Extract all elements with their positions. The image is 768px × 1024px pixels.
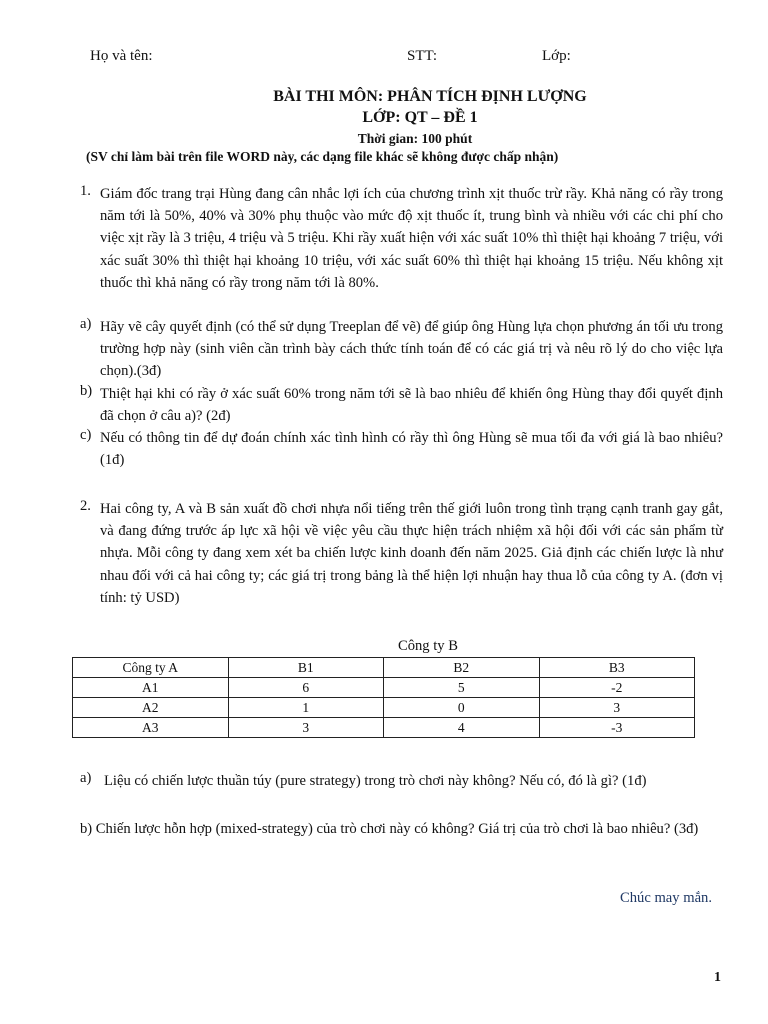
table-row [73, 718, 695, 738]
q1a-label: a) [80, 316, 92, 332]
table-row [73, 678, 695, 698]
q1b-text: Thiệt hại khi có rầy ở xác suất 60% trong năm tới sẽ là bao nhiêu để khiến ông Hùng thay đổi quyết định đã chọn ở câu a)? (2đ) [100, 386, 723, 425]
q1-text: Giám đốc trang trại Hùng đang cân nhắc lợi ích của chương trình xịt thuốc trừ rầy. Khả năng có rầy trong năm tới là 50%, 40% và 30% phụ thuộc vào mức độ xịt thuốc ít, trung bình và nhiều với các chi phí cho việc xịt rầy là 3 triệu, 4 triệu và 5 triệu. Khi rầy xuất hiện với xác suất 10% thì thiệt hại khoảng 7 triệu, với xác suất 30% thì thiệt hại khoảng 10 triệu, với xác suất 60% thì thiệt hại khoảng 15 triệu. Nếu không xịt thuốc thì khả năng có rầy trong năm tới là 80%. [100, 186, 723, 291]
table-header-cell: B2 [384, 658, 540, 678]
table-header-row [73, 658, 695, 678]
exam-class: LỚP: QT – ĐỀ 1 [362, 109, 478, 126]
table-caption: Công ty B [397, 638, 458, 654]
q1b-label: b) [80, 383, 93, 399]
table-cell: 4 [384, 718, 540, 738]
table-cell: 1 [228, 698, 384, 718]
table-row [73, 698, 695, 718]
class-label: Lớp: [542, 48, 571, 64]
table-header-cell: Công ty A [73, 658, 229, 678]
q2-text: Hai công ty, A và B sản xuất đồ chơi nhựa nổi tiếng trên thế giới luôn trong tình trạng cạnh tranh gay gắt, và đang đứng trước áp lực xã hội về việc yêu cầu thực hiện trách nhiệm xã hội đối với các sản phẩm từ nhựa. Mỗi công ty đang xem xét ba chiến lược kinh doanh đến năm 2025. Giả định các chiến lược là như nhau đối với cả hai công ty; các giá trị trong bảng là thể hiện lợi nhuận hay thua lỗ của công ty A. (đơn vị tính: tỷ USD) [100, 501, 723, 606]
q2a-text: Liệu có chiến lược thuần túy (pure strategy) trong trò chơi này không? Nếu có, đó là gì? (1đ) [104, 773, 647, 789]
name-label: Họ và tên: [90, 48, 153, 64]
payoff-table [72, 657, 695, 738]
page-number: 1 [714, 970, 721, 985]
table-cell: -3 [539, 718, 695, 738]
q2-number: 2. [80, 498, 91, 514]
q1c-label: c) [80, 427, 92, 443]
stt-label: STT: [407, 48, 438, 64]
exam-title: BÀI THI MÔN: PHÂN TÍCH ĐỊNH LƯỢNG [273, 88, 587, 105]
table-cell: A3 [73, 718, 229, 738]
exam-time: Thời gian: 100 phút [357, 131, 473, 146]
table-cell: 6 [228, 678, 384, 698]
q1a-text: Hãy vẽ cây quyết định (có thể sử dụng Treeplan để vẽ) để giúp ông Hùng lựa chọn phương án tối ưu trong trường hợp này (sinh viên cần trình bày cách thức tính toán để có các giá trị và nêu rõ lý do cho việc lựa chọn).(3đ) [100, 319, 723, 380]
table-cell: -2 [539, 678, 695, 698]
q1-number: 1. [80, 183, 91, 199]
q2a-label: a) [80, 770, 92, 786]
table-header-cell: B1 [228, 658, 384, 678]
table-cell: A2 [73, 698, 229, 718]
q2b-text: b) Chiến lược hỗn hợp (mixed-strategy) của trò chơi này có không? Giá trị của trò chơi là bao nhiêu? (3đ) [80, 821, 699, 837]
table-cell: 3 [228, 718, 384, 738]
closing-text: Chúc may mắn. [620, 890, 713, 906]
table-header-cell: B3 [539, 658, 695, 678]
table-cell: 0 [384, 698, 540, 718]
table-cell: A1 [73, 678, 229, 698]
table-cell: 3 [539, 698, 695, 718]
table-cell: 5 [384, 678, 540, 698]
q1c-text: Nếu có thông tin để dự đoán chính xác tình hình có rầy thì ông Hùng sẽ mua tối đa với giá là bao nhiêu?(1đ) [100, 430, 723, 469]
exam-note: (SV chỉ làm bài trên file WORD này, các dạng file khác sẽ không được chấp nhận) [86, 149, 559, 164]
